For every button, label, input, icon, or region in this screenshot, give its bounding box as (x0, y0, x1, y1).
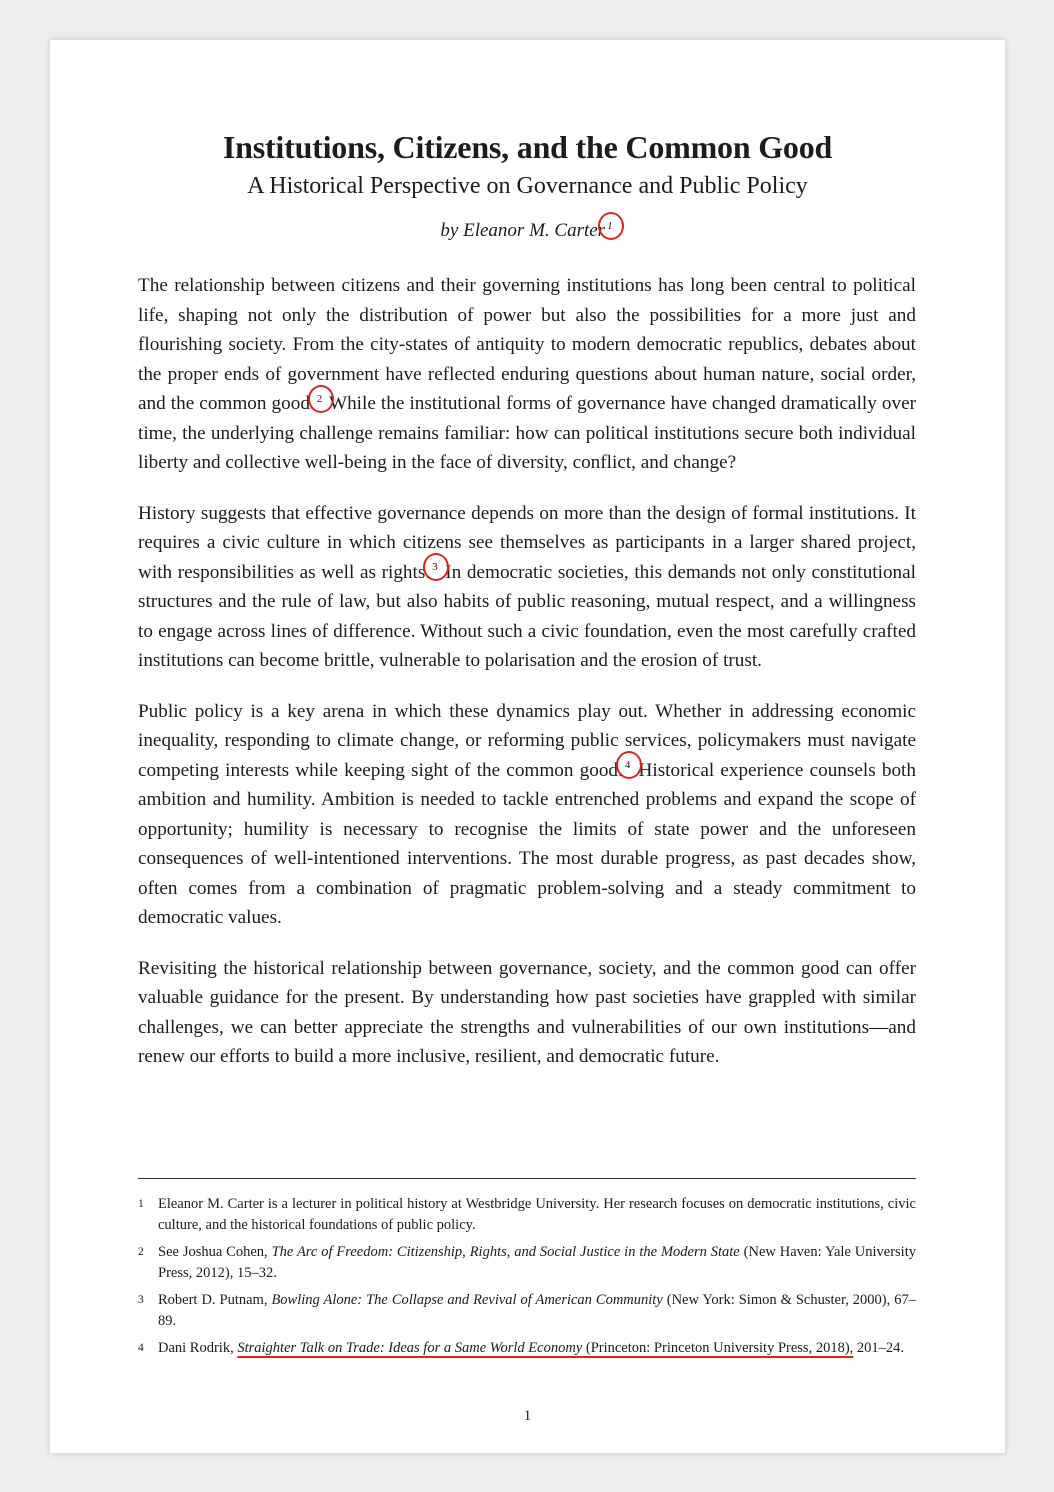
footnotes (138, 1194, 916, 1365)
paragraph-2: History suggests that effective governance depends on more than the design of formal institutions. It requires a civic culture in which citizens see themselves as participants in a larger shared project, with responsibilities as well as rights. 3 In democratic societies, this demands not only constitutional structures and the rule of law, but also habits of public reasoning, mutual respect, and a willingness to engage across lines of difference. Without such a civic foundation, even the most carefully crafted institutions can become brittle, vulnerable to polarisation and the erosion of trust. (138, 502, 916, 671)
footnote-3: 3 Robert D. Putnam, Bowling Alone: The Collapse and Revival of American Community (New York: Simon & Schuster, 2000), 67–89. (138, 1292, 916, 1329)
byline: by Eleanor M. Carter 1 (50, 218, 1005, 244)
page-number: 1 (523, 1408, 532, 1424)
cited-work-title: Bowling Alone: The Collapse and Revival of American Community (271, 1292, 663, 1308)
footnote-2: 2 See Joshua Cohen, The Arc of Freedom: Citizenship, Rights, and Social Justice in the Modern State (New Haven: Yale University Press, 2012), 15–32. (138, 1244, 916, 1281)
paragraph-4: Revisiting the historical relationship between governance, society, and the common good can offer valuable guidance for the present. By understanding how past societies have grappled with similar challenges, we can better appreciate the strengths and vulnerabilities of our own institutions—and renew our efforts to build a more inclusive, resilient, and democratic future. (138, 957, 916, 1067)
byline-text: by Eleanor M. Carter (440, 220, 606, 241)
footnote-divider (138, 1178, 916, 1179)
paragraph-1: The relationship between citizens and their governing institutions has long been central to political life, shaping not only the distribution of power but also the possibilities for a more just and flourishing society. From the city-states of antiquity to modern democratic republics, debates about the proper ends of government have reflected enduring questions about human nature, social order, and the common good. 2 While the institutional forms of governance have changed dramatically over time, the underlying challenge remains familiar: how can political institutions secure both individual liberty and collective well-being in the face of diversity, conflict, and change? (138, 275, 917, 473)
cited-work-title: The Arc of Freedom: Citizenship, Rights, and Social Justice in the Modern State (271, 1244, 740, 1260)
footnote-1: 1 Eleanor M. Carter is a lecturer in political history at Westbridge University. Her research focuses on democratic institutions, civic culture, and the historical foundations of public policy. (138, 1196, 916, 1233)
footnote-4: 4 Dani Rodrik, Straighter Talk on Trade: Ideas for a Same World Economy (Princeton: Princeton University Press, 2018), 201–24. (138, 1340, 905, 1356)
paragraph-3: Public policy is a key arena in which these dynamics play out. Whether in addressing economic inequality, responding to climate change, or reforming public services, policymakers must navigate competing interests while keeping sight of the common good. 4 Historical experience counsels both ambition and humility. Ambition is needed to tackle entrenched problems and expand the scope of opportunity; humility is necessary to recognise the limits of state power and the unforeseen consequences of well-intentioned interventions. The most durable progress, as past decades show, often comes from a combination of pragmatic problem-solving and a steady commitment to democratic values. (138, 700, 916, 928)
document-title: Institutions, Citizens, and the Common Good (222, 129, 833, 165)
document-subtitle: A Historical Perspective on Governance and Public Policy (247, 173, 808, 199)
cited-work-title: Straighter Talk on Trade: Ideas for a Same World Economy (237, 1340, 583, 1356)
document-page (50, 40, 1005, 1453)
red-underline-annotation: Straighter Talk on Trade: Ideas for a Same World Economy (Princeton: Princeton University Press, 2018), (237, 1340, 854, 1356)
body-text (138, 271, 916, 1093)
